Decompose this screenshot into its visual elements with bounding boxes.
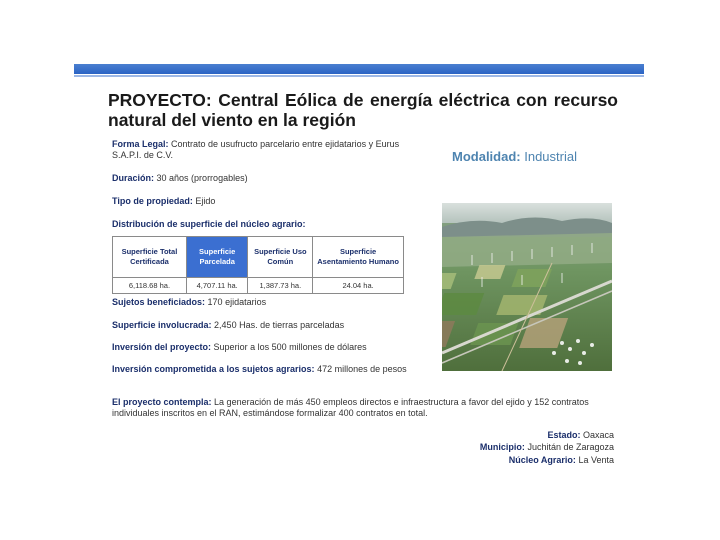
- inversion-value: Superior a los 500 millones de dólares: [213, 342, 367, 352]
- tipo-propiedad-label: Tipo de propiedad:: [112, 196, 193, 206]
- superficie-table: [112, 236, 404, 294]
- municipio-value: Juchitán de Zaragoza: [527, 442, 614, 452]
- sujetos-value: 170 ejidatarios: [207, 297, 267, 307]
- distribucion-label: Distribución de superficie del núcleo agrario:: [112, 219, 306, 229]
- modalidad: [452, 149, 577, 164]
- superficie-involucrada-label: Superficie involucrada:: [112, 320, 212, 330]
- table-cell: 24.04 ha.: [313, 278, 404, 294]
- modalidad-value: Industrial: [524, 149, 577, 164]
- sujetos: [112, 297, 266, 308]
- table-cell: 1,387.73 ha.: [248, 278, 313, 294]
- inversion-comprometida-value: 472 millones de pesos: [317, 364, 407, 374]
- inversion-comprometida-label: Inversión comprometida a los sujetos agrarios:: [112, 364, 315, 374]
- table-header-cell: Superficie Uso Común: [248, 237, 313, 278]
- sujetos-label: Sujetos beneficiados:: [112, 297, 206, 307]
- modalidad-label: Modalidad:: [452, 149, 521, 164]
- table-header-cell: Superficie Asentamiento Humano: [313, 237, 404, 278]
- contempla-label: El proyecto contempla:: [112, 397, 212, 407]
- header-bar: [74, 64, 644, 74]
- tipo-propiedad: [112, 196, 215, 207]
- header-rule: [74, 75, 644, 77]
- inversion-label: Inversión del proyecto:: [112, 342, 212, 352]
- nucleo-agrario: [509, 455, 614, 465]
- table-row: [113, 278, 404, 294]
- superficie-involucrada-value: 2,450 Has. de tierras parceladas: [214, 320, 345, 330]
- proyecto-contempla: [112, 397, 612, 419]
- forma-legal-value: Contrato de usufructo parcelario entre ejidatarios y Eurus S.A.P.I. de C.V.: [112, 139, 400, 160]
- municipio: [480, 442, 614, 452]
- page-title: PROYECTO: Central Eólica de energía eléctrica con recurso natural del viento en la región: [108, 90, 618, 130]
- inversion-comprometida: [112, 364, 412, 375]
- contempla-value: La generación de más 450 empleos directos e infraestructura a favor del ejido y 152 contratos individuales inscritos en el RAN, estimándose formalizar 400 contratos en total.: [112, 397, 589, 418]
- aerial-wind-farm-photo: [442, 203, 612, 371]
- nucleo-label: Núcleo Agrario:: [508, 455, 576, 465]
- table-header-row: [113, 237, 404, 278]
- duracion-label: Duración:: [112, 173, 155, 183]
- estado-value: Oaxaca: [582, 430, 614, 440]
- estado-label: Estado:: [547, 430, 581, 440]
- estado: [547, 430, 614, 440]
- distribucion-heading: [112, 219, 306, 230]
- forma-legal: [112, 139, 412, 161]
- superficie-involucrada: [112, 320, 344, 331]
- municipio-label: Municipio:: [479, 442, 525, 452]
- nucleo-value: La Venta: [578, 455, 614, 465]
- table-cell: 6,118.68 ha.: [113, 278, 187, 294]
- duracion: [112, 173, 248, 184]
- tipo-propiedad-value: Ejido: [195, 196, 216, 206]
- table-header-cell: Superficie Parcelada: [186, 237, 248, 278]
- inversion: [112, 342, 367, 353]
- forma-legal-label: Forma Legal:: [112, 139, 169, 149]
- duracion-value: 30 años (prorrogables): [156, 173, 248, 183]
- table-header-cell: Superficie Total Certificada: [113, 237, 187, 278]
- aerial-photo-image: [442, 203, 612, 371]
- table-cell: 4,707.11 ha.: [186, 278, 248, 294]
